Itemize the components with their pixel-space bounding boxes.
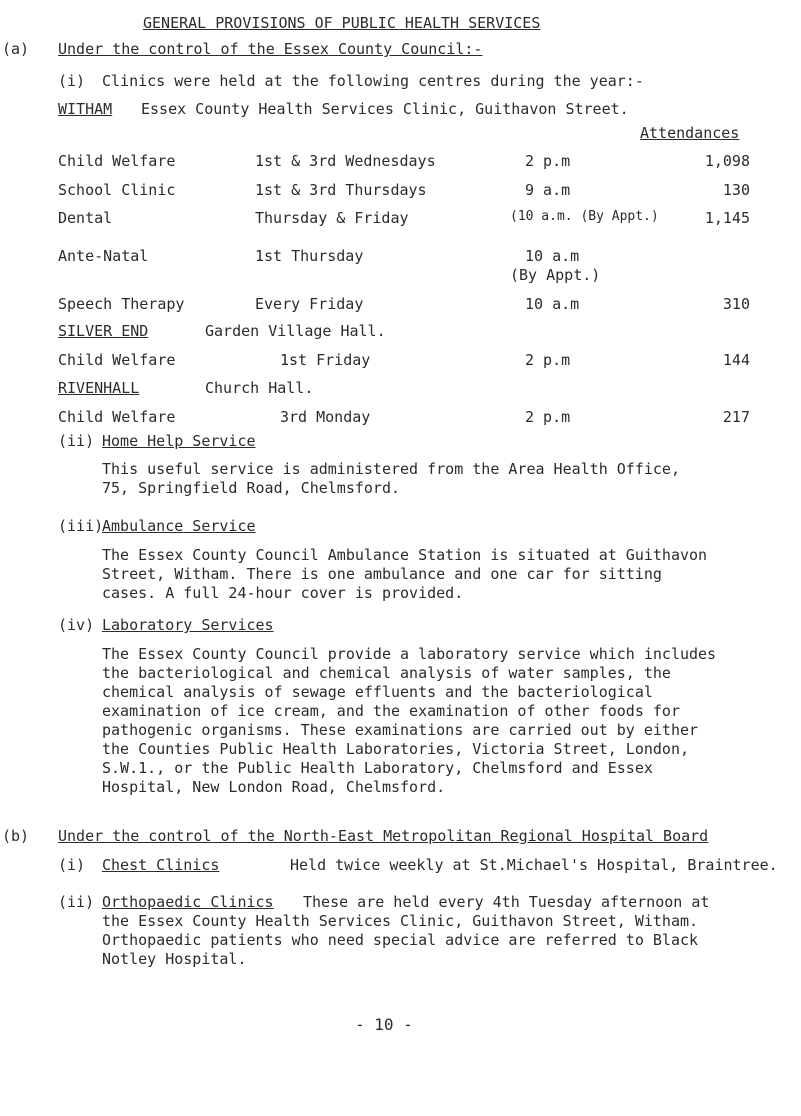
- clinic-name: Ante-Natal: [58, 247, 149, 265]
- clinic-name: Dental: [58, 209, 113, 227]
- chest-marker: (i): [58, 856, 86, 874]
- clinic-days: 1st & 3rd Thursdays: [255, 181, 427, 199]
- chest-text: Held twice weekly at St.Michael's Hospital, Braintree.: [290, 856, 778, 874]
- clinic-days: Thursday & Friday: [255, 209, 409, 227]
- page-heading: GENERAL PROVISIONS OF PUBLIC HEALTH SERVICES: [143, 14, 541, 32]
- ortho-title: Orthopaedic Clinics: [102, 893, 274, 911]
- section-b-title: Under the control of the North-East Metropolitan Regional Hospital Board: [58, 827, 709, 845]
- clinic-time: 2 p.m: [525, 351, 571, 369]
- rivenhall-label: RIVENHALL: [58, 379, 140, 397]
- clinic-name: Child Welfare: [58, 152, 176, 170]
- clinic-attendances: 310: [722, 295, 750, 313]
- section-a-title: Under the control of the Essex County Council:-: [58, 40, 483, 58]
- ambulance-text: The Essex County Council Ambulance Station is situated at Guithavon Street, Witham. There is one ambulance and one car for sitting cases. A full 24-hour cover is provided.: [102, 546, 708, 602]
- home-help-title: Home Help Service: [102, 432, 256, 450]
- clinic-time-note: (By Appt.): [510, 266, 601, 284]
- clinic-days: 3rd Monday: [280, 408, 371, 426]
- witham-label: WITHAM: [58, 100, 113, 118]
- attendances-header: Attendances: [640, 124, 740, 142]
- ortho-marker: (ii): [58, 893, 95, 911]
- ortho-text-line1: These are held every 4th Tuesday afternoon at: [303, 893, 710, 911]
- clinic-days: 1st & 3rd Wednesdays: [255, 152, 436, 170]
- section-b-marker: (b): [2, 827, 30, 845]
- ambulance-marker: (iii): [58, 517, 104, 535]
- clinic-name: Child Welfare: [58, 408, 176, 426]
- clinic-time: 10 a.m: [525, 295, 580, 313]
- clinic-time: 2 p.m: [525, 152, 571, 170]
- rivenhall-venue: Church Hall.: [205, 379, 314, 397]
- clinic-time: 10 a.m: [525, 247, 580, 265]
- silver-end-venue: Garden Village Hall.: [205, 322, 386, 340]
- chest-title: Chest Clinics: [102, 856, 220, 874]
- laboratory-text: The Essex County Council provide a laboratory service which includes the bacteriological and chemical analysis of water samples, the chemical analysis of sewage effluents and the bacteriological examination of ice cream, and the examination of other foods for pathogenic organisms. These examinations are carried out by either the Counties Public Health Laboratories, Victoria Street, London, S.W.1., or the Public Health Laboratory, Chelmsford and Essex Hospital, New London Road, Chelmsford.: [102, 645, 717, 796]
- clinic-days: 1st Friday: [280, 351, 371, 369]
- clinics-marker: (i): [58, 72, 86, 90]
- clinic-days: Every Friday: [255, 295, 364, 313]
- clinic-time: 2 p.m: [525, 408, 571, 426]
- clinic-name: Child Welfare: [58, 351, 176, 369]
- laboratory-marker: (iv): [58, 616, 95, 634]
- page-number: - 10 -: [355, 1015, 413, 1034]
- home-help-marker: (ii): [58, 432, 95, 450]
- clinic-attendances: 144: [722, 351, 750, 369]
- silver-end-label: SILVER END: [58, 322, 149, 340]
- clinic-attendances: 1,145: [704, 209, 750, 227]
- witham-address: Essex County Health Services Clinic, Guithavon Street.: [141, 100, 629, 118]
- clinic-days: 1st Thursday: [255, 247, 364, 265]
- ambulance-title: Ambulance Service: [102, 517, 256, 535]
- ortho-text: the Essex County Health Services Clinic, Guithavon Street, Witham. Orthopaedic patients who need special advice are referred to Black Notley Hospital.: [102, 912, 699, 968]
- clinic-attendances: 1,098: [704, 152, 750, 170]
- clinic-time: (10 a.m. (By Appt.): [510, 209, 659, 224]
- clinics-intro: Clinics were held at the following centres during the year:-: [102, 72, 644, 90]
- clinic-attendances: 130: [722, 181, 750, 199]
- laboratory-title: Laboratory Services: [102, 616, 274, 634]
- clinic-name: Speech Therapy: [58, 295, 185, 313]
- section-a-marker: (a): [2, 40, 30, 58]
- clinic-name: School Clinic: [58, 181, 176, 199]
- clinic-time: 9 a.m: [525, 181, 571, 199]
- home-help-text: This useful service is administered from the Area Health Office, 75, Springfield Road, Chelmsford.: [102, 460, 680, 497]
- clinic-attendances: 217: [722, 408, 750, 426]
